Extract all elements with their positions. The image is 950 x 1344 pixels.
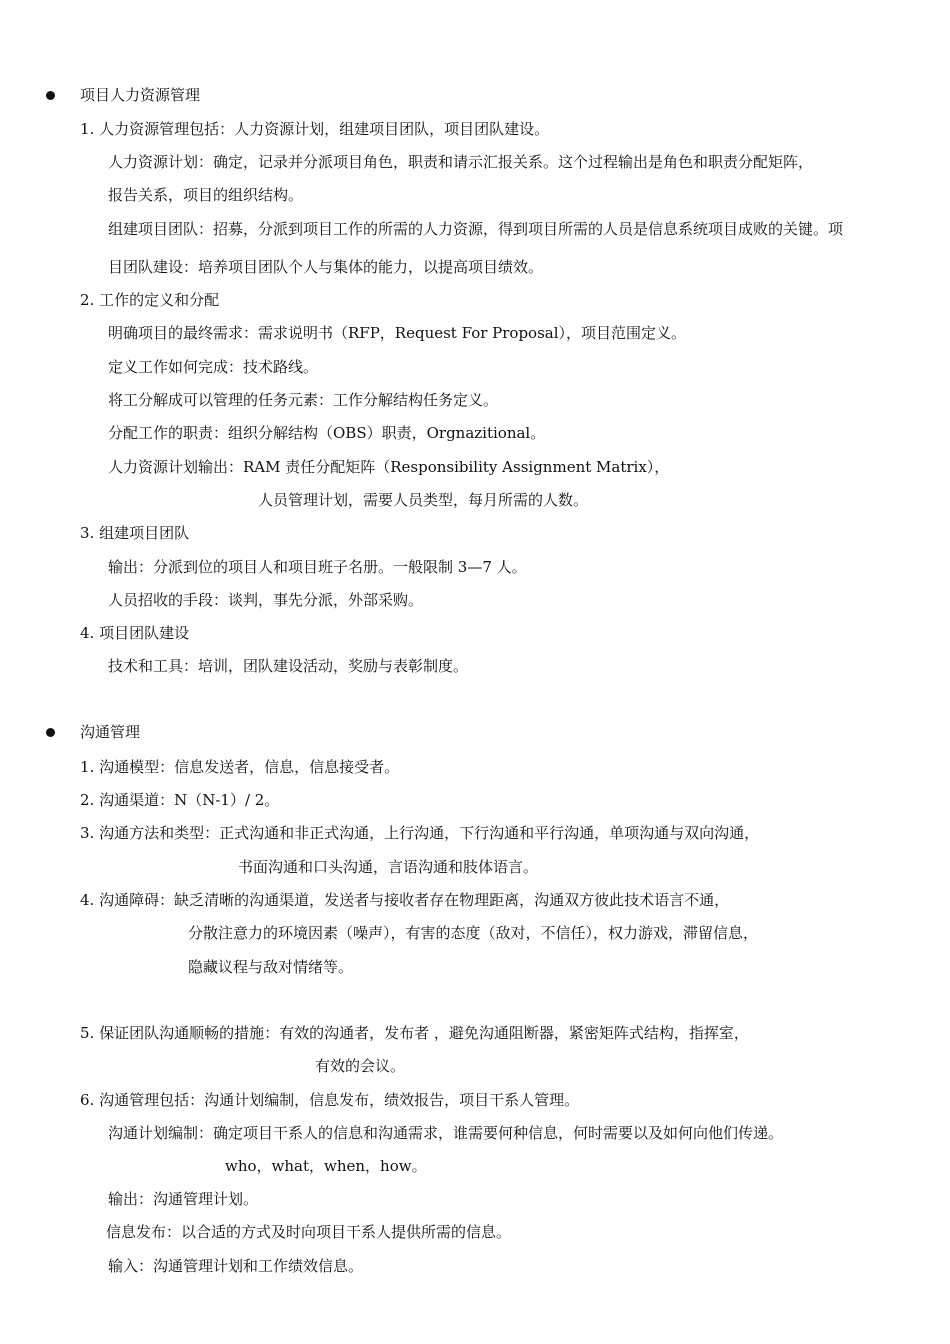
paragraph-line: 人力资源计划输出：RAM 责任分配矩阵（Responsibility Assignment Matrix）， xyxy=(108,458,670,476)
paragraph-line: 人员招收的手段：谈判，事先分派，外部采购。 xyxy=(108,591,424,609)
paragraph-line: 报告关系，项目的组织结构。 xyxy=(108,186,304,204)
list-item: 2. 工作的定义和分配 xyxy=(80,291,220,309)
paragraph-line: 组建项目团队：招募，分派到项目工作的所需的人力资源，得到项目所需的人员是信息系统项目成败的关键。项 xyxy=(108,220,844,238)
list-item: 1. 人力资源管理包括：人力资源计划，组建项目团队，项目团队建设。 xyxy=(80,120,550,138)
paragraph-line: 技术和工具：培训，团队建设活动，奖励与表彰制度。 xyxy=(108,657,469,675)
paragraph-line: 人力资源计划：确定，记录并分派项目角色，职责和请示汇报关系。这个过程输出是角色和职责分配矩阵， xyxy=(108,153,814,171)
list-item: 4. 项目团队建设 xyxy=(80,624,190,642)
paragraph-line: 输出：沟通管理计划。 xyxy=(108,1190,259,1208)
paragraph-line: 沟通计划编制：确定项目干系人的信息和沟通需求，谁需要何种信息，何时需要以及如何向他们传递。 xyxy=(108,1124,784,1142)
section-heading: 项目人力资源管理 xyxy=(80,86,201,104)
paragraph-line: 分散注意力的环境因素（噪声），有害的态度（敌对，不信任），权力游戏，滞留信息， xyxy=(188,924,759,942)
paragraph-line: 将工分解成可以管理的任务元素：工作分解结构任务定义。 xyxy=(108,391,499,409)
paragraph-line: 人员管理计划，需要人员类型，每月所需的人数。 xyxy=(258,491,589,509)
paragraph-line: who，what，when，how。 xyxy=(225,1157,427,1175)
section-heading: 沟通管理 xyxy=(80,723,141,741)
paragraph-line: 书面沟通和口头沟通，言语沟通和肢体语言。 xyxy=(238,858,539,876)
paragraph-line: 输入：沟通管理计划和工作绩效信息。 xyxy=(108,1257,364,1275)
paragraph-line: 定义工作如何完成：技术路线。 xyxy=(108,358,319,376)
paragraph-line: 隐藏议程与敌对情绪等。 xyxy=(188,958,354,976)
bullet-icon xyxy=(46,728,55,737)
paragraph-line: 输出：分派到位的项目人和项目班子名册。一般限制 3—7 人。 xyxy=(108,558,527,576)
paragraph-line: 信息发布：以合适的方式及时向项目干系人提供所需的信息。 xyxy=(106,1223,512,1241)
list-item: 5. 保证团队沟通顺畅的措施：有效的沟通者，发布者 ，避免沟通阻断器，紧密矩阵式结构，指挥室， xyxy=(80,1024,749,1042)
list-item: 2. 沟通渠道：N（N-1）/ 2。 xyxy=(80,791,280,809)
bullet-icon xyxy=(46,91,55,100)
paragraph-line: 有效的会议。 xyxy=(315,1057,406,1075)
paragraph-line: 分配工作的职责：组织分解结构（OBS）职责，Orgnazitional。 xyxy=(108,424,546,442)
list-item: 6. 沟通管理包括：沟通计划编制，信息发布，绩效报告，项目干系人管理。 xyxy=(80,1091,580,1109)
list-item: 3. 组建项目团队 xyxy=(80,524,190,542)
list-item: 1. 沟通模型：信息发送者，信息，信息接受者。 xyxy=(80,758,400,776)
paragraph-line: 目团队建设：培养项目团队个人与集体的能力，以提高项目绩效。 xyxy=(108,258,544,276)
paragraph-line: 明确项目的最终需求：需求说明书（RFP，Request For Proposal），项目范围定义。 xyxy=(108,324,687,342)
list-item: 4. 沟通障碍：缺乏清晰的沟通渠道，发送者与接收者存在物理距离，沟通双方彼此技术语言不通， xyxy=(80,891,730,909)
list-item: 3. 沟通方法和类型：正式沟通和非正式沟通，上行沟通，下行沟通和平行沟通，单项沟通与双向沟通， xyxy=(80,824,760,842)
